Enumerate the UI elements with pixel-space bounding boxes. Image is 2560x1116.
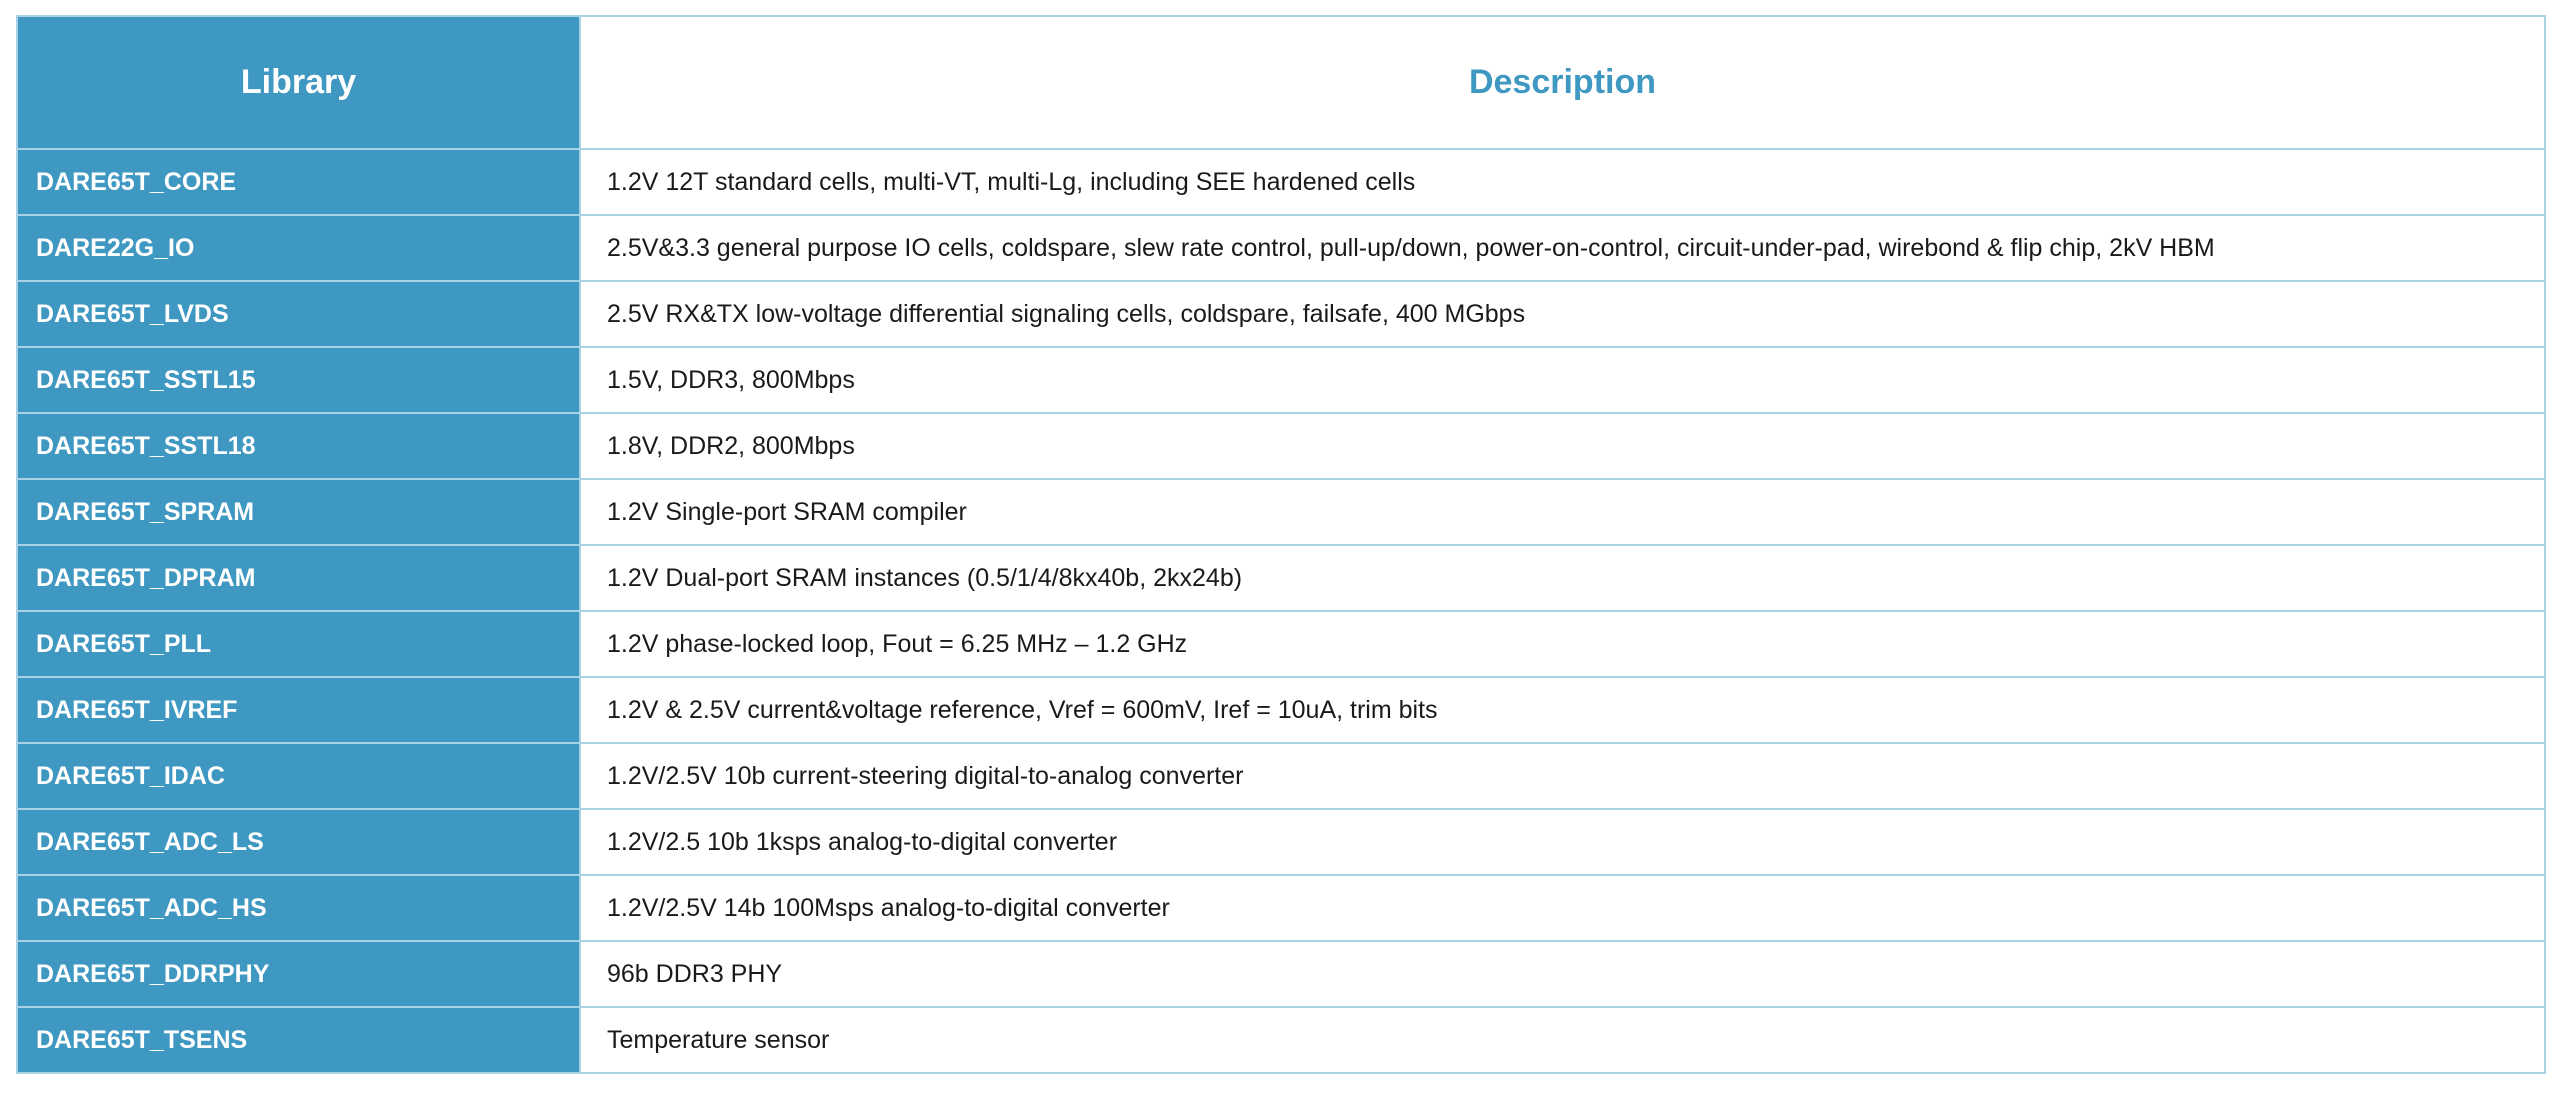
library-cell: DARE65T_PLL xyxy=(17,611,580,677)
description-cell: 1.2V Dual-port SRAM instances (0.5/1/4/8kx40b, 2kx24b) xyxy=(580,545,2545,611)
library-cell: DARE22G_IO xyxy=(17,215,580,281)
description-cell: 1.2V Single-port SRAM compiler xyxy=(580,479,2545,545)
library-column-header: Library xyxy=(17,16,580,149)
table-row xyxy=(17,215,2545,281)
library-cell: DARE65T_SSTL18 xyxy=(17,413,580,479)
description-cell: 96b DDR3 PHY xyxy=(580,941,2545,1007)
library-cell: DARE65T_ADC_HS xyxy=(17,875,580,941)
library-cell: DARE65T_SSTL15 xyxy=(17,347,580,413)
table-row xyxy=(17,1007,2545,1073)
library-cell: DARE65T_CORE xyxy=(17,149,580,215)
description-cell: 1.2V & 2.5V current&voltage reference, Vref = 600mV, Iref = 10uA, trim bits xyxy=(580,677,2545,743)
description-cell: 1.5V, DDR3, 800Mbps xyxy=(580,347,2545,413)
library-cell: DARE65T_ADC_LS xyxy=(17,809,580,875)
table-row xyxy=(17,677,2545,743)
description-cell: 1.2V/2.5 10b 1ksps analog-to-digital converter xyxy=(580,809,2545,875)
description-cell: 2.5V&3.3 general purpose IO cells, coldspare, slew rate control, pull-up/down, power-on-control, circuit-under-pad, wirebond & flip chip, 2kV HBM xyxy=(580,215,2545,281)
library-cell: DARE65T_DDRPHY xyxy=(17,941,580,1007)
table-row xyxy=(17,479,2545,545)
library-cell: DARE65T_TSENS xyxy=(17,1007,580,1073)
table-row xyxy=(17,149,2545,215)
library-cell: DARE65T_SPRAM xyxy=(17,479,580,545)
table-row xyxy=(17,611,2545,677)
library-cell: DARE65T_IVREF xyxy=(17,677,580,743)
table-header-row xyxy=(17,16,2545,149)
table-row xyxy=(17,743,2545,809)
description-cell: 1.8V, DDR2, 800Mbps xyxy=(580,413,2545,479)
table-row xyxy=(17,941,2545,1007)
description-cell: 1.2V/2.5V 10b current-steering digital-to-analog converter xyxy=(580,743,2545,809)
description-cell: 2.5V RX&TX low-voltage differential signaling cells, coldspare, failsafe, 400 MGbps xyxy=(580,281,2545,347)
table-row xyxy=(17,809,2545,875)
library-cell: DARE65T_DPRAM xyxy=(17,545,580,611)
description-cell: Temperature sensor xyxy=(580,1007,2545,1073)
library-cell: DARE65T_LVDS xyxy=(17,281,580,347)
description-cell: 1.2V 12T standard cells, multi-VT, multi-Lg, including SEE hardened cells xyxy=(580,149,2545,215)
table-row xyxy=(17,347,2545,413)
table-row xyxy=(17,875,2545,941)
table-row xyxy=(17,545,2545,611)
table-row xyxy=(17,413,2545,479)
library-table-container xyxy=(16,15,2544,1074)
description-cell: 1.2V/2.5V 14b 100Msps analog-to-digital converter xyxy=(580,875,2545,941)
library-cell: DARE65T_IDAC xyxy=(17,743,580,809)
library-table xyxy=(16,15,2546,1074)
description-cell: 1.2V phase-locked loop, Fout = 6.25 MHz – 1.2 GHz xyxy=(580,611,2545,677)
description-column-header: Description xyxy=(580,16,2545,149)
table-row xyxy=(17,281,2545,347)
